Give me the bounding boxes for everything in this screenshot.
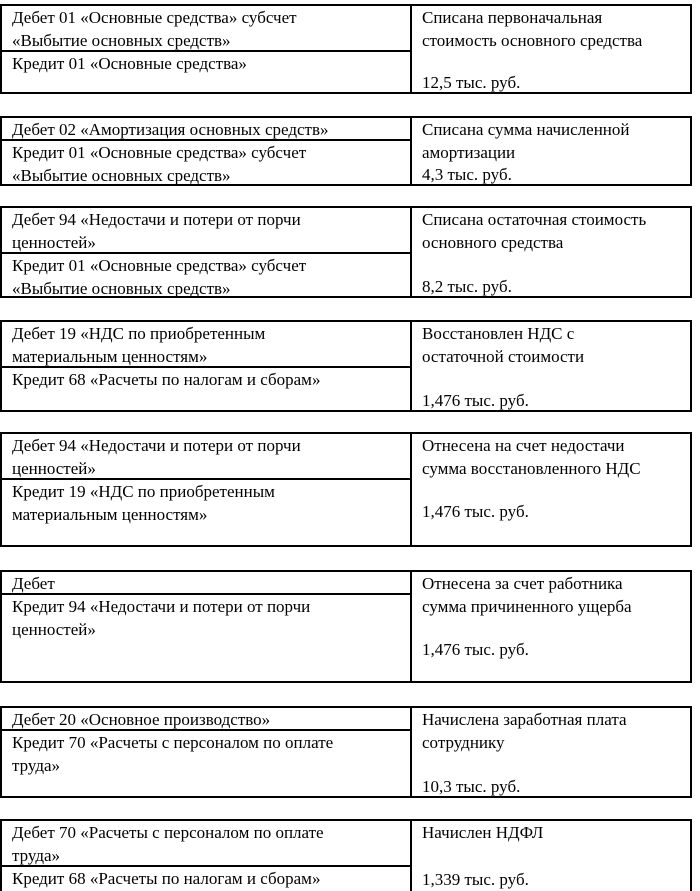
description-line: амортизации: [422, 143, 516, 162]
debit-line: Дебет 02 «Амортизация основных средств»: [12, 120, 329, 139]
description-line: Начислен НДФЛ: [422, 823, 544, 842]
debit-line: труда»: [12, 846, 61, 865]
operation-cell: [412, 208, 690, 296]
operation-cell: [412, 821, 690, 891]
journal-entry: [0, 116, 692, 186]
operation-cell: [412, 118, 690, 184]
credit-line: «Выбытие основных средств»: [12, 279, 231, 298]
debit-account: [2, 322, 410, 368]
debit-line: Дебет 01 «Основные средства» субсчет: [12, 8, 297, 27]
accounts-cell: [2, 322, 412, 410]
debit-line: ценностей»: [12, 459, 96, 478]
journal-entry: [0, 432, 692, 547]
debit-account: [2, 708, 410, 731]
accounts-cell: [2, 118, 412, 184]
debit-line: Дебет 19 «НДС по приобретенным: [12, 324, 266, 343]
description-line: Восстановлен НДС с: [422, 324, 575, 343]
journal-entry: [0, 706, 692, 798]
credit-account: [2, 141, 410, 184]
description-line: сумма восстановленного НДС: [422, 459, 641, 478]
amount: 8,2 тыс. руб.: [422, 277, 512, 296]
debit-account: [2, 208, 410, 254]
operation-cell: [412, 6, 690, 92]
credit-account: [2, 52, 410, 92]
credit-line: ценностей»: [12, 620, 96, 639]
operation-description: [422, 821, 686, 844]
operation-description: [422, 322, 686, 368]
operation-cell: [412, 708, 690, 796]
description-line: основного средства: [422, 233, 564, 252]
credit-line: Кредит 01 «Основные средства» субсчет: [12, 256, 307, 275]
debit-line: Дебет 94 «Недостачи и потери от порчи: [12, 210, 301, 229]
journal-entry: [0, 819, 692, 891]
credit-line: труда»: [12, 756, 61, 775]
amount: 1,476 тыс. руб.: [422, 391, 529, 410]
operation-description: [422, 118, 686, 164]
debit-account: [2, 572, 410, 595]
credit-line: Кредит 68 «Расчеты по налогам и сборам»: [12, 869, 321, 888]
amount: 4,3 тыс. руб.: [422, 165, 512, 184]
credit-account: [2, 480, 410, 545]
operation-description: [422, 708, 686, 754]
description-line: остаточной стоимости: [422, 347, 585, 366]
debit-account: [2, 118, 410, 141]
credit-account: [2, 368, 410, 410]
debit-line: Дебет 20 «Основное производство»: [12, 710, 271, 729]
amount: 1,476 тыс. руб.: [422, 640, 529, 659]
description-line: Списана сумма начисленной: [422, 120, 630, 139]
journal-entry: [0, 4, 692, 94]
description-line: Отнесена за счет работника: [422, 574, 623, 593]
operation-description: [422, 208, 686, 254]
journal-entry: [0, 570, 692, 683]
description-line: сотруднику: [422, 733, 505, 752]
credit-account: [2, 731, 410, 796]
credit-account: [2, 254, 410, 296]
credit-line: Кредит 01 «Основные средства»: [12, 54, 247, 73]
description-line: Списана остаточная стоимость: [422, 210, 647, 229]
accounts-cell: [2, 572, 412, 681]
credit-line: Кредит 70 «Расчеты с персоналом по оплате: [12, 733, 334, 752]
credit-line: «Выбытие основных средств»: [12, 166, 231, 185]
operation-cell: [412, 572, 690, 681]
accounts-cell: [2, 208, 412, 296]
credit-line: Кредит 19 «НДС по приобретенным: [12, 482, 275, 501]
credit-account: [2, 595, 410, 681]
operation-description: [422, 6, 686, 52]
credit-account: [2, 867, 410, 891]
description-line: стоимость основного средства: [422, 31, 643, 50]
accounts-cell: [2, 708, 412, 796]
debit-account: [2, 6, 410, 52]
credit-line: Кредит 94 «Недостачи и потери от порчи: [12, 597, 311, 616]
journal-entry: [0, 320, 692, 412]
debit-line: ценностей»: [12, 233, 96, 252]
amount: 12,5 тыс. руб.: [422, 73, 521, 92]
operation-cell: [412, 322, 690, 410]
debit-line: материальным ценностям»: [12, 347, 208, 366]
operation-description: [422, 572, 686, 618]
credit-line: Кредит 68 «Расчеты по налогам и сборам»: [12, 370, 321, 389]
amount: 1,339 тыс. руб.: [422, 870, 529, 889]
debit-line: Дебет 70 «Расчеты с персоналом по оплате: [12, 823, 324, 842]
amount: 10,3 тыс. руб.: [422, 777, 521, 796]
amount: 1,476 тыс. руб.: [422, 502, 529, 521]
operation-cell: [412, 434, 690, 545]
journal-entry: [0, 206, 692, 298]
operation-description: [422, 434, 686, 480]
accounts-cell: [2, 434, 412, 545]
credit-line: Кредит 01 «Основные средства» субсчет: [12, 143, 307, 162]
debit-account: [2, 821, 410, 867]
description-line: Начислена заработная плата: [422, 710, 627, 729]
description-line: сумма причиненного ущерба: [422, 597, 632, 616]
debit-line: Дебет 94 «Недостачи и потери от порчи: [12, 436, 301, 455]
debit-line: Дебет: [12, 574, 55, 593]
accounts-cell: [2, 6, 412, 92]
credit-line: материальным ценностям»: [12, 505, 208, 524]
debit-account: [2, 434, 410, 480]
description-line: Списана первоначальная: [422, 8, 603, 27]
debit-line: «Выбытие основных средств»: [12, 31, 231, 50]
accounts-cell: [2, 821, 412, 891]
description-line: Отнесена на счет недостачи: [422, 436, 625, 455]
